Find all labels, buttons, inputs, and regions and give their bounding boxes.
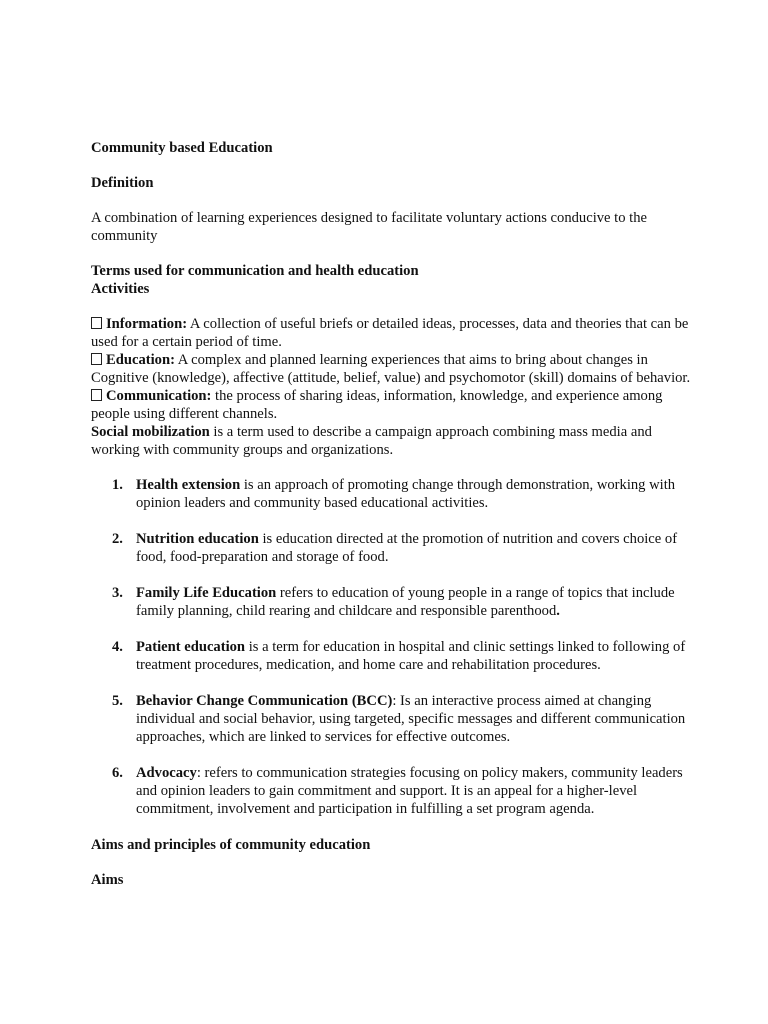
social-mobilization-paragraph: [91, 423, 691, 459]
list-item-term: Nutrition education: [136, 531, 259, 547]
document-title: Community based Education: [91, 140, 273, 156]
missing-glyph-icon: [91, 317, 102, 329]
social-mobilization-term: Social mobilization: [91, 424, 210, 440]
bullet-text: A complex and planned learning experiences that aims to bring about changes in Cognitive (knowledge), affective (attitude, belief, value) and psychomotor (skill) domains of behavior.: [91, 352, 691, 386]
list-item: [91, 692, 691, 746]
definition-text: A combination of learning experiences designed to facilitate voluntary actions conducive to the community: [91, 210, 648, 244]
list-item-term: Advocacy: [136, 765, 197, 781]
document-page: [91, 139, 691, 889]
list-item-number: 6.: [112, 765, 123, 781]
aims-principles-heading: Aims and principles of community education: [91, 837, 371, 853]
list-item-tail: .: [556, 603, 560, 619]
list-item: [91, 638, 691, 674]
bullet-term: Information:: [106, 316, 188, 332]
list-item-text: is an approach of promoting change through demonstration, working with opinion leaders and community based educational activities.: [136, 477, 676, 511]
bullet-term: Communication:: [106, 388, 212, 404]
list-item-term: Behavior Change Communication (BCC): [136, 693, 393, 709]
list-item-term: Health extension: [136, 477, 241, 493]
missing-glyph-icon: [91, 389, 102, 401]
list-item-number: 1.: [112, 477, 123, 493]
list-item-text: is a term for education in hospital and clinic settings linked to following of treatment procedures, medication, and home care and rehabilitation procedures.: [136, 639, 686, 673]
list-item-term: Patient education: [136, 639, 246, 655]
aims-heading: Aims: [91, 872, 124, 888]
list-item-text: : Is an interactive process aimed at changing individual and social behavior, using targeted, specific messages and different communication approaches, which are linked to services for effective outcomes.: [136, 693, 686, 745]
definition-heading: Definition: [91, 175, 154, 191]
bullet-communication: [91, 387, 691, 423]
social-mobilization-text: is a term used to describe a campaign approach combining mass media and working with community groups and organizations.: [91, 424, 652, 458]
bullet-education: [91, 351, 691, 387]
list-item-text: : refers to communication strategies focusing on policy makers, community leaders and opinion leaders to gain commitment and support. It is an appeal for a higher-level commitment, involvement and participation in fulfilling a set program agenda.: [136, 765, 683, 817]
list-item-term: Family Life Education: [136, 585, 277, 601]
list-item: [91, 476, 691, 512]
numbered-terms-list: [91, 476, 691, 818]
bullet-term: Education:: [106, 352, 175, 368]
activities-heading: Activities: [91, 281, 150, 297]
bullet-information: [91, 315, 691, 351]
list-item-number: 5.: [112, 693, 123, 709]
missing-glyph-icon: [91, 353, 102, 365]
terms-heading: Terms used for communication and health education: [91, 263, 419, 279]
list-item: [91, 530, 691, 566]
bullet-text: A collection of useful briefs or detailed ideas, processes, data and theories that can be used for a certain period of time.: [91, 316, 689, 350]
list-item-number: 4.: [112, 639, 123, 655]
list-item-number: 2.: [112, 531, 123, 547]
list-item-text: is education directed at the promotion of nutrition and covers choice of food, food-preparation and storage of food.: [136, 531, 678, 565]
list-item: [91, 584, 691, 620]
bullet-text: the process of sharing ideas, information, knowledge, and experience among people using different channels.: [91, 388, 663, 422]
list-item-number: 3.: [112, 585, 123, 601]
list-item-text: refers to education of young people in a range of topics that include family planning, child rearing and childcare and responsible parenthood: [136, 585, 675, 619]
list-item: [91, 764, 691, 818]
